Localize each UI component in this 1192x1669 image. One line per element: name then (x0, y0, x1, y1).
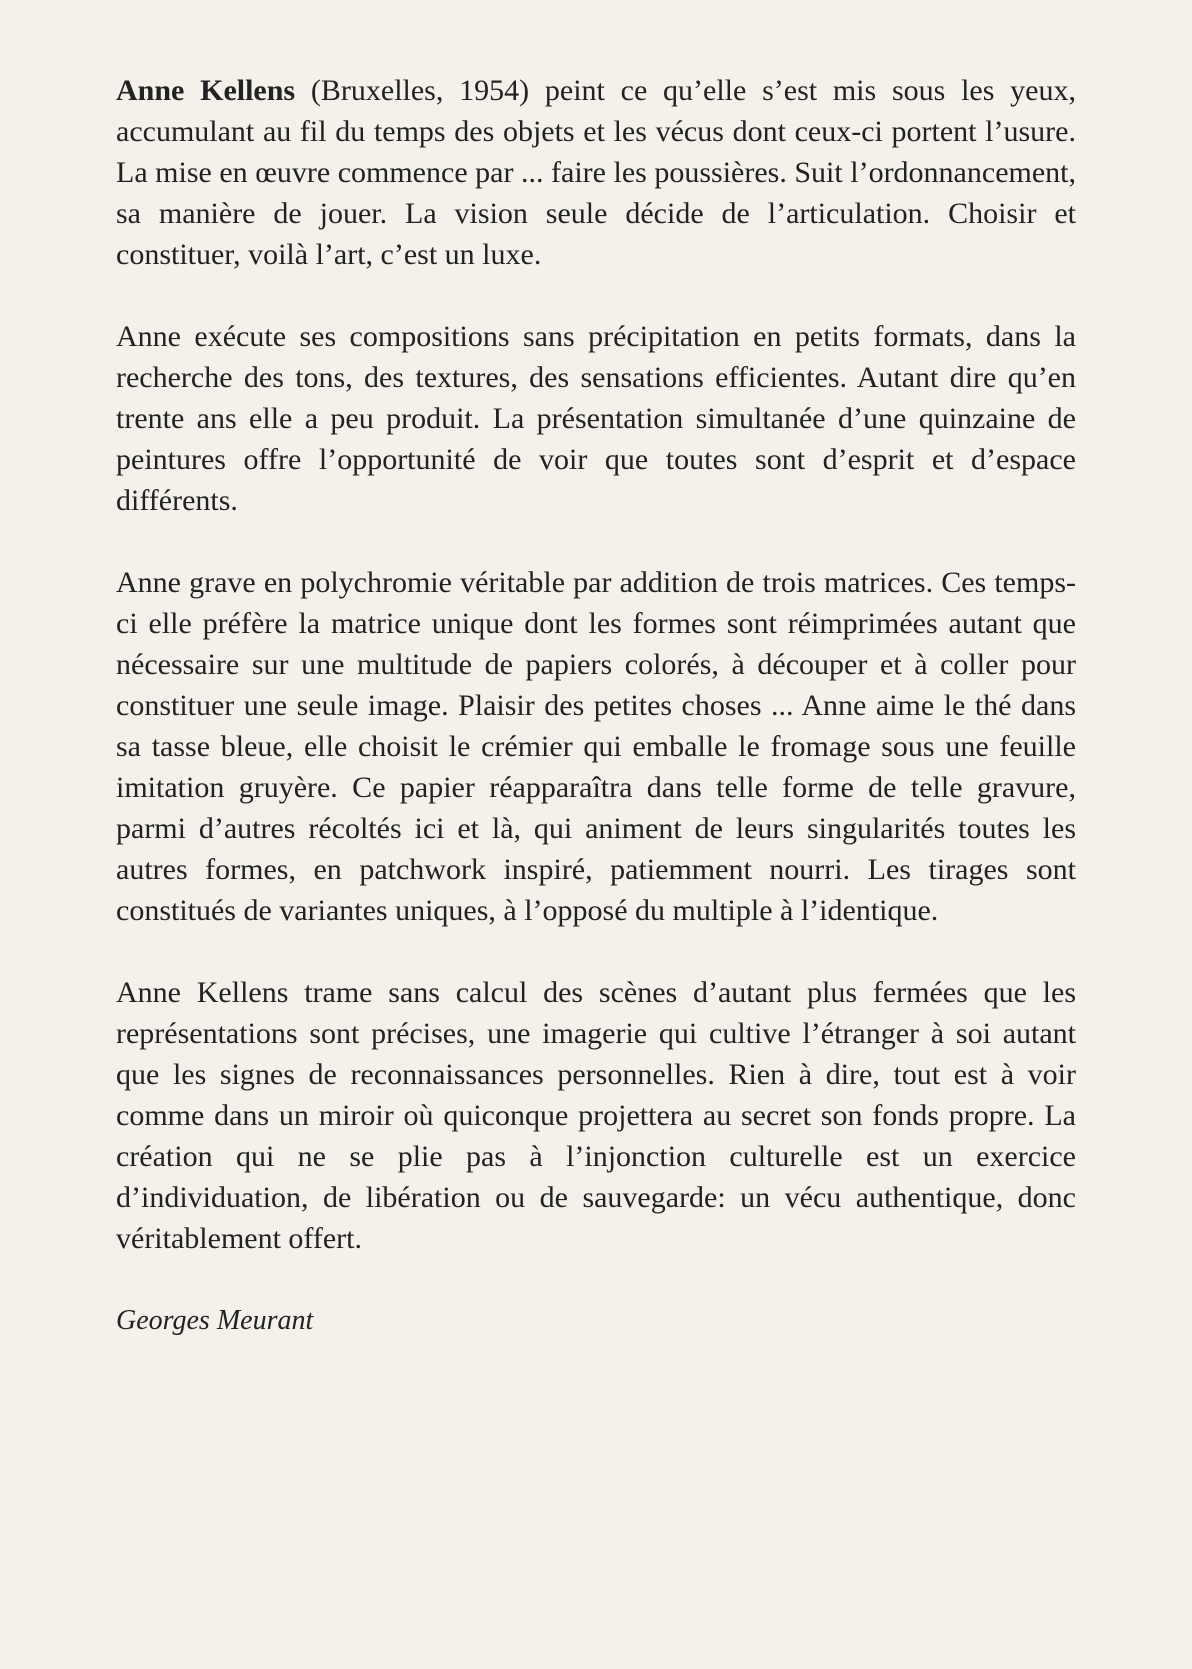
paragraph-1 (116, 70, 1076, 275)
author-name: Anne Kellens (116, 74, 296, 107)
signature: Georges Meurant (116, 1305, 314, 1336)
paragraph-4: Anne Kellens trame sans calcul des scènes d’autant plus fermées que les représentations sont précises, une imagerie qui cultive l’étranger à soi autant que les signes de reconnaissances personnelles. Rien à dire, tout est à voir comme dans un miroir où quiconque projettera au secret son fonds propre. La création qui ne se plie pas à l’injonction culturelle est un exercice d’individuation, de libération ou de sauvegarde: un vécu authentique, donc véritablement offert. (116, 976, 1076, 1255)
paragraph-3: Anne grave en polychromie véritable par addition de trois matrices. Ces temps-ci elle préfère la matrice unique dont les formes sont réimprimées autant que nécessaire sur une multitude de papiers colorés, à découper et à coller pour constituer une seule image. Plaisir des petites choses ... Anne aime le thé dans sa tasse bleue, elle choisit le crémier qui emballe le fromage sous une feuille imitation gruyère. Ce papier réapparaîtra dans telle forme de telle gravure, parmi d’autres récoltés ici et là, qui animent de leurs singularités toutes les autres formes, en patchwork inspiré, patiemment nourri. Les tirages sont constitués de variantes uniques, à l’opposé du multiple à l’identique. (116, 566, 1076, 927)
text-block (116, 70, 1076, 1341)
paragraph-2: Anne exécute ses compositions sans précipitation en petits formats, dans la recherche des tons, des textures, des sensations efficientes. Autant dire qu’en trente ans elle a peu produit. La présentation simultanée d’une quinzaine de peintures offre l’opportunité de voir que toutes sont d’esprit et d’espace différents. (116, 320, 1076, 517)
paragraph-1-text: (Bruxelles, 1954) peint ce qu’elle s’est mis sous les yeux, accumulant au fil du temps des objets et les vécus dont ceux-ci portent l’usure. La mise en œuvre commence par ... faire les poussières. Suit l’ordonnancement, sa manière de jouer. La vision seule décide de l’articulation. Choisir et constituer, voilà l’art, c’est un luxe. (116, 74, 1076, 271)
